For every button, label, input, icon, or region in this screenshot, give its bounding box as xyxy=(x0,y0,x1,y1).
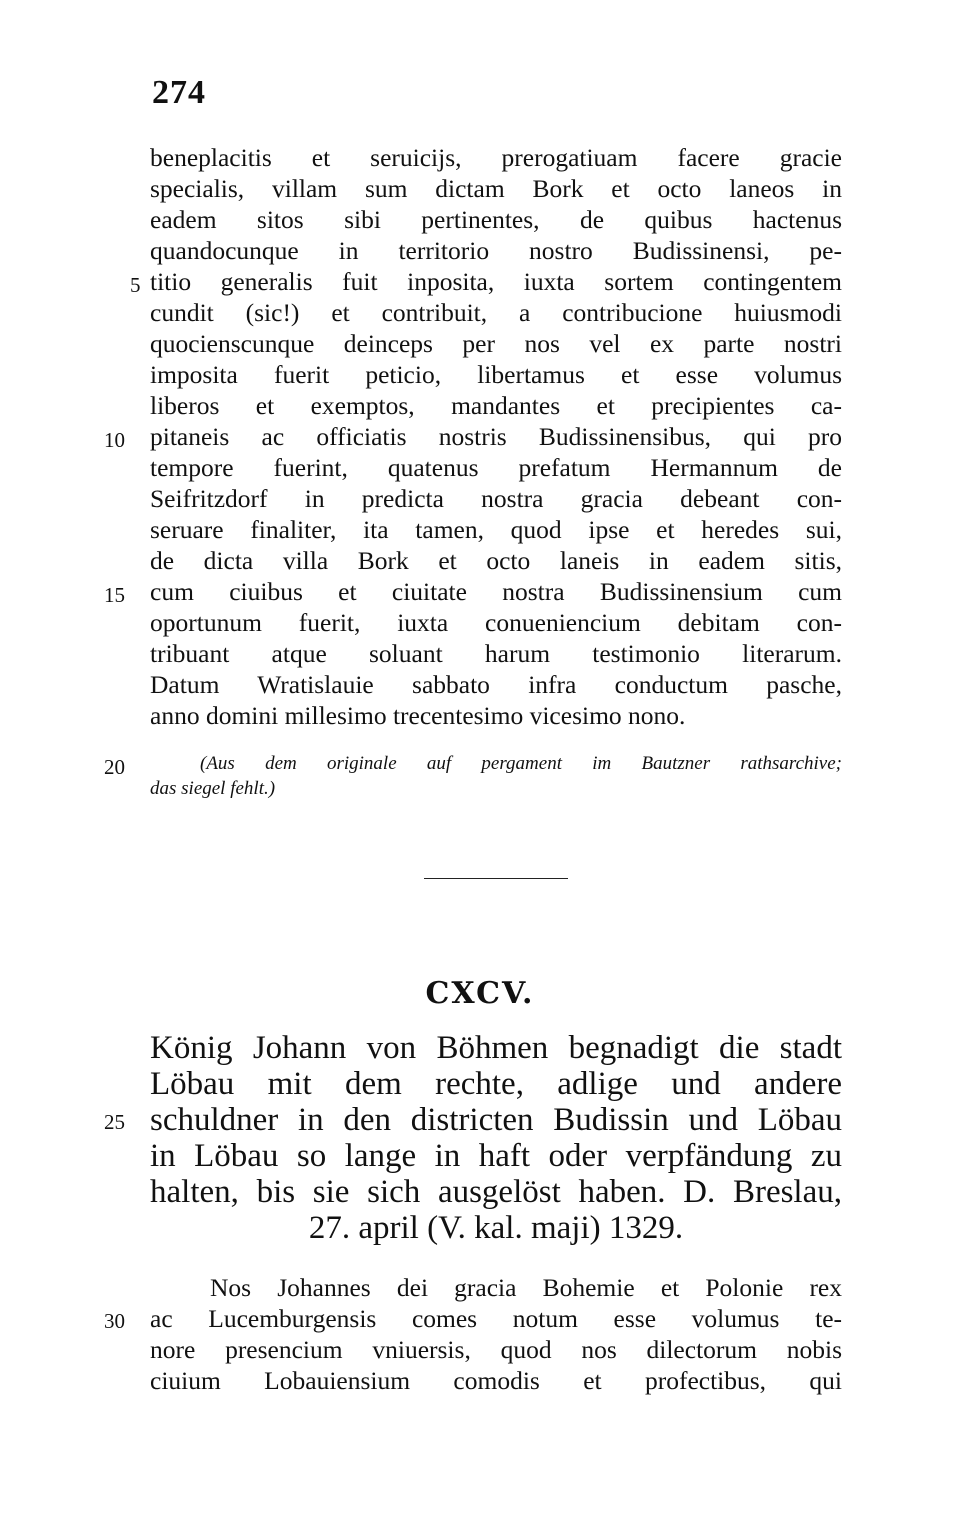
rubric-line-4: in Löbau so lange in haft oder verpfändung zu xyxy=(150,1138,842,1174)
body-line-1: beneplacitis et seruicijs, prerogatiuam facere gracie xyxy=(150,143,842,172)
body-line-12: Seifritzdorf in predicta nostra gracia debeant con- xyxy=(150,484,842,513)
line-number-30: 30 xyxy=(104,1309,125,1333)
body-line-15: cum ciuibus et ciuitate nostra Budissinensium cum xyxy=(150,577,842,606)
charter-line-1: Nos Johannes dei gracia Bohemie et Polonie rex xyxy=(210,1273,842,1302)
body-line-5: titio generalis fuit inposita, iuxta sortem contingentem xyxy=(150,267,842,296)
body-line-7: quocienscunque deinceps per nos vel ex parte nostri xyxy=(150,329,842,358)
charter-line-2: ac Lucemburgensis comes notum esse volumus te- xyxy=(150,1304,842,1333)
body-line-10: pitaneis ac officiatis nostris Budissinensibus, qui pro xyxy=(150,422,842,451)
source-note-line-1: (Aus dem originale auf pergament im Bautzner rathsarchive; xyxy=(200,753,842,774)
body-line-14: de dicta villa Bork et octo laneis in eadem sitis, xyxy=(150,546,842,575)
body-line-9: liberos et exemptos, mandantes et precipientes ca- xyxy=(150,391,842,420)
body-line-6: cundit (sic!) et contribuit, a contribucione huiusmodi xyxy=(150,298,842,327)
body-line-3: eadem sitos sibi pertinentes, de quibus hactenus xyxy=(150,205,842,234)
line-number-25: 25 xyxy=(104,1110,125,1134)
body-line-19: anno domini millesimo trecentesimo vicesimo nono. xyxy=(150,701,686,730)
charter-line-3: nore presencium vniuersis, quod nos dilectorum nobis xyxy=(150,1335,842,1364)
line-number-15: 15 xyxy=(104,583,125,607)
charter-line-4: ciuium Lobauiensium comodis et profectibus, qui xyxy=(150,1366,842,1395)
body-line-11: tempore fuerint, quatenus prefatum Hermannum de xyxy=(150,453,842,482)
line-number-20: 20 xyxy=(104,755,125,779)
body-line-4: quandocunque in territorio nostro Budissinensi, pe- xyxy=(150,236,842,265)
document-number: CXCV. xyxy=(425,976,535,1011)
line-number-10: 10 xyxy=(104,428,125,452)
body-line-13: seruare finaliter, ita tamen, quod ipse et heredes sui, xyxy=(150,515,842,544)
rubric-line-3: schuldner in den districten Budissin und Löbau xyxy=(150,1102,842,1138)
page-number: 274 xyxy=(152,74,206,111)
rubric-line-1: König Johann von Böhmen begnadigt die stadt xyxy=(150,1030,842,1066)
body-line-16: oportunum fuerit, iuxta conueniencium debitam con- xyxy=(150,608,842,637)
source-note-line-2: das siegel fehlt.) xyxy=(150,778,276,799)
body-line-2: specialis, villam sum dictam Bork et octo laneos in xyxy=(150,174,842,203)
line-number-5: 5 xyxy=(130,273,141,297)
rubric-line-2: Löbau mit dem rechte, adlige und andere xyxy=(150,1066,842,1102)
body-line-17: tribuant atque soluant harum testimonio literarum. xyxy=(150,639,842,668)
rubric-line-6: 27. april (V. kal. maji) 1329. xyxy=(308,1210,684,1246)
body-line-18: Datum Wratislauie sabbato infra conductum pasche, xyxy=(150,670,842,699)
body-line-8: imposita fuerit peticio, libertamus et esse volumus xyxy=(150,360,842,389)
section-divider xyxy=(424,878,568,879)
rubric-line-5: halten, bis sie sich ausgelöst haben. D. Breslau, xyxy=(150,1174,842,1210)
